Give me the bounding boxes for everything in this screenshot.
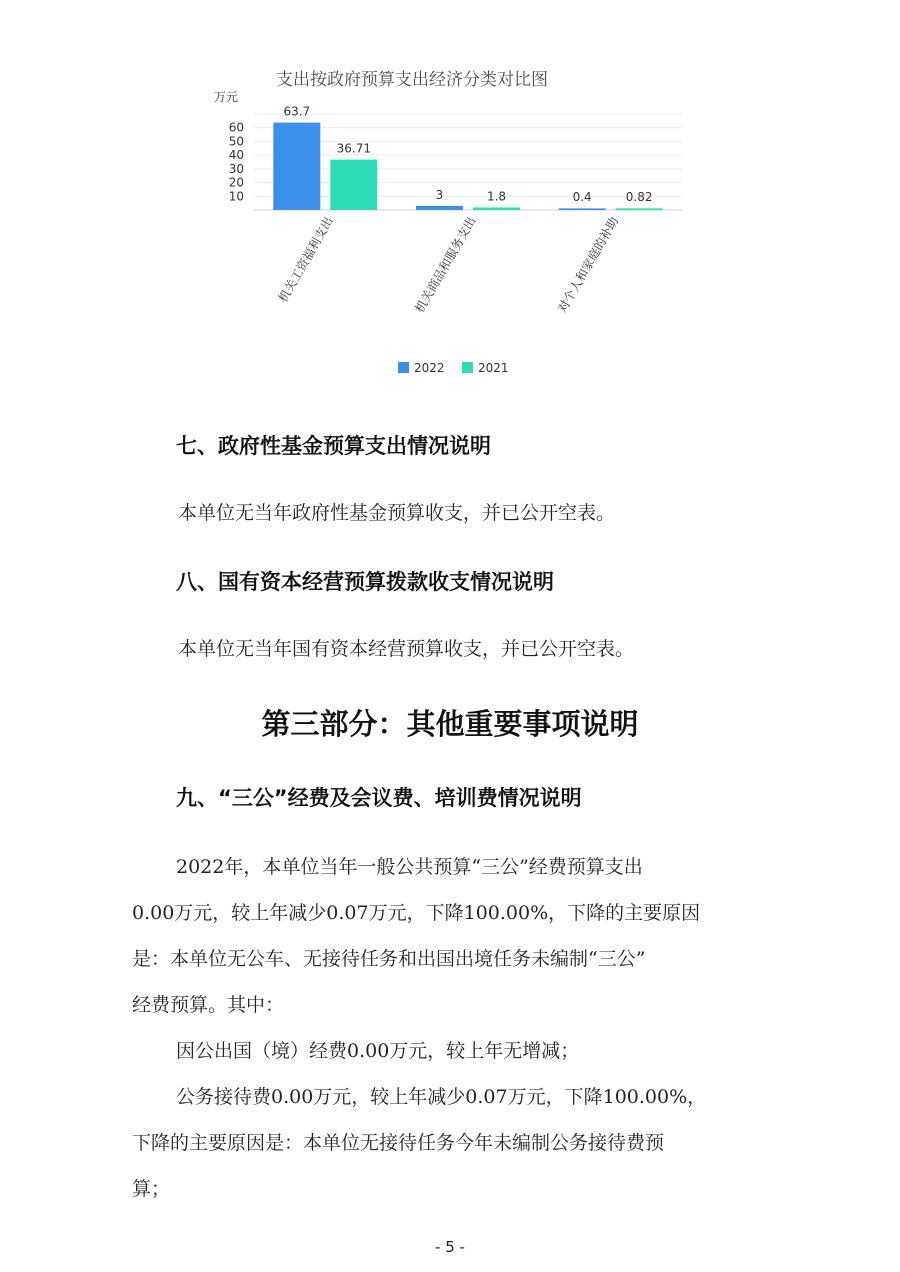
- chart-title: 支出按政府预算支出经济分类对比图: [276, 70, 548, 90]
- section-7-body: 本单位无当年政府性基金预算收支，并已公开空表。: [178, 502, 616, 524]
- y-axis-unit: 万元: [214, 90, 239, 104]
- data-label: 0.82: [625, 190, 653, 204]
- bar: [616, 208, 663, 210]
- legend-label: 2022: [414, 361, 445, 375]
- section-8-body: 本单位无当年国有资本经营预算收支，并已公开空表。: [178, 638, 635, 660]
- category-label: 机关商品和服务支出: [412, 214, 479, 316]
- data-label: 1.8: [486, 189, 507, 204]
- y-tick-label: 10: [228, 189, 244, 204]
- bars: [273, 123, 662, 210]
- legend: [398, 361, 509, 375]
- data-label: 0.4: [572, 190, 592, 204]
- bar: [273, 123, 320, 210]
- data-label: 63.7: [283, 104, 311, 119]
- legend-swatch: [398, 362, 409, 373]
- category-label: 对个人和家庭的补助: [555, 214, 622, 316]
- section-9-line: 因公出国（境）经费0.00万元，较上年无增减；: [176, 1040, 580, 1062]
- part-3-title: 第三部分：其他重要事项说明: [261, 707, 639, 741]
- section-9-line: 经费预算。其中：: [132, 994, 285, 1016]
- data-label: 3: [435, 187, 444, 202]
- y-tick-label: 20: [228, 175, 244, 190]
- category-labels: [275, 214, 621, 315]
- section-9-line: 是：本单位无公车、无接待任务和出国出境任务未编制“三公”: [132, 948, 646, 970]
- chart-svg: [200, 58, 700, 398]
- legend-swatch: [462, 362, 473, 373]
- data-label: 36.71: [336, 141, 372, 156]
- section-9-line: 下降的主要原因是：本单位无接待任务今年未编制公务接待费预: [132, 1132, 665, 1154]
- category-label: 机关工资福利支出: [275, 214, 336, 305]
- bar: [330, 160, 377, 210]
- section-9-line: 算；: [132, 1178, 171, 1200]
- y-tick-label: 60: [228, 120, 244, 135]
- y-tick-labels: [229, 121, 244, 204]
- section-9-line: 公务接待费0.00万元，较上年减少0.07万元，下降100.00%，: [176, 1086, 707, 1108]
- bar: [559, 208, 606, 210]
- section-7-heading: 七、政府性基金预算支出情况说明: [176, 434, 491, 458]
- y-tick-label: 50: [228, 134, 244, 149]
- section-9-line: 2022年，本单位当年一般公共预算“三公”经费预算支出: [176, 856, 643, 878]
- expenditure-bar-chart: [200, 58, 700, 398]
- section-9-line: 0.00万元，较上年减少0.07万元，下降100.00%，下降的主要原因: [132, 902, 701, 924]
- section-9-heading: 九、“三公”经费及会议费、培训费情况说明: [176, 786, 582, 810]
- section-8-heading: 八、国有资本经营预算拨款收支情况说明: [176, 570, 554, 594]
- bar: [416, 206, 463, 210]
- bar: [473, 208, 520, 210]
- legend-label: 2021: [478, 361, 509, 375]
- page-number: - 5 -: [435, 1238, 465, 1256]
- y-tick-label: 30: [228, 161, 244, 176]
- y-tick-label: 40: [228, 148, 244, 163]
